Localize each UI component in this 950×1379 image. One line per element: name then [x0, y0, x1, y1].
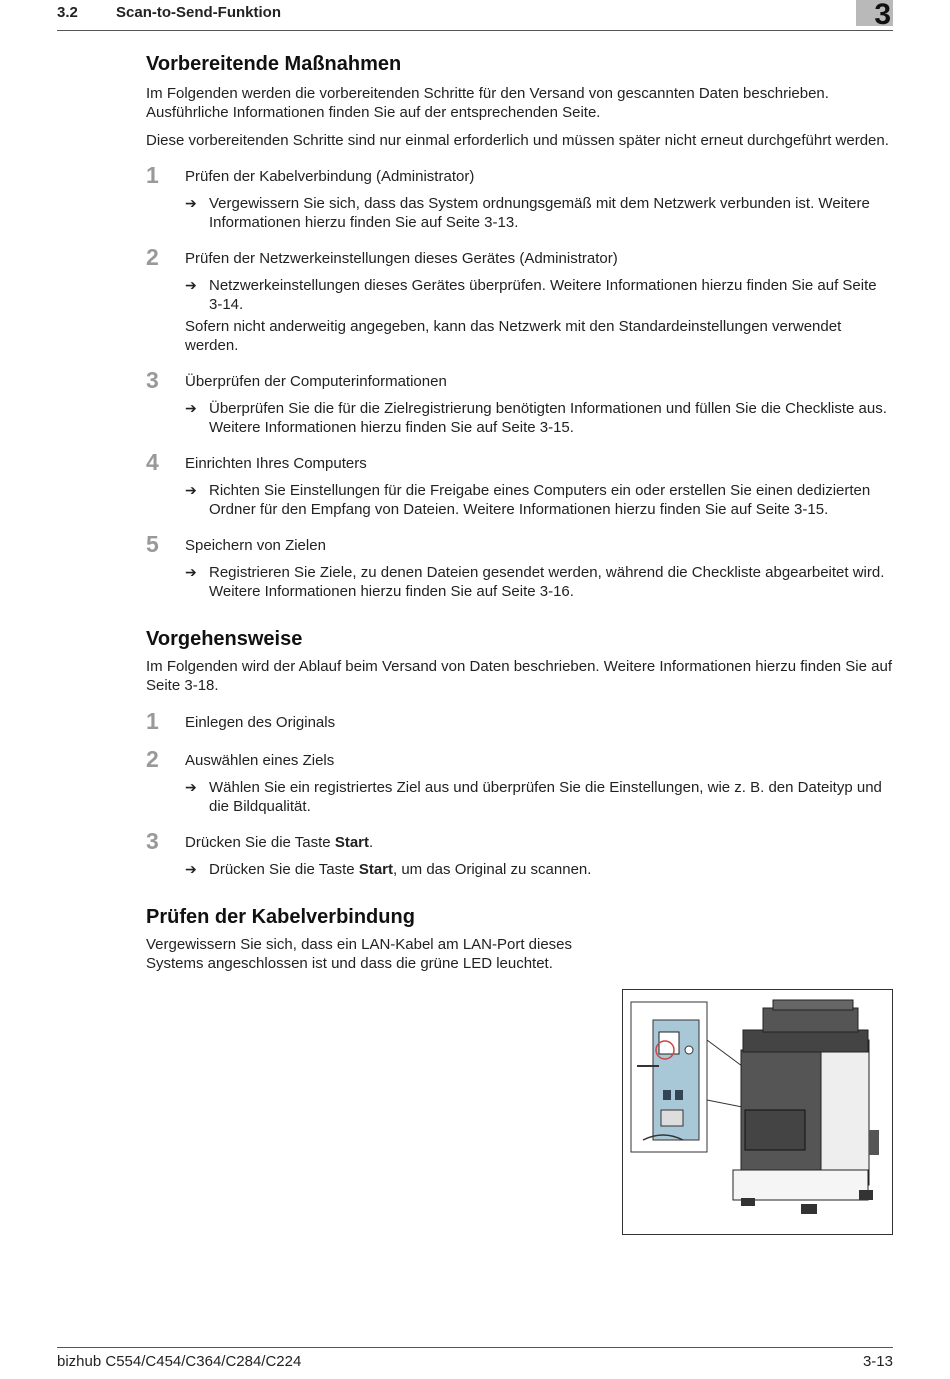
step-text: . [369, 834, 374, 851]
cable-paragraph: Vergewissern Sie sich, dass ein LAN-Kabel am LAN-Port dieses Systems angeschlossen ist und dass die grüne LED leuchtet. [146, 936, 573, 972]
arrow-icon: ➔ [185, 861, 197, 877]
step-instruction [185, 276, 893, 314]
arrow-icon: ➔ [185, 195, 197, 211]
step-title: Auswählen eines Ziels [185, 752, 335, 769]
instruction-text: , um das Original zu scannen. [393, 861, 592, 878]
arrow-icon: ➔ [185, 779, 197, 795]
page-content [146, 50, 893, 973]
step-instruction [185, 860, 893, 879]
step-number: 5 [146, 531, 159, 557]
step-text: Drücken Sie die Taste [185, 834, 335, 851]
instruction-text: Vergewissern Sie sich, dass das System ordnungsgemäß mit dem Netzwerk verbunden ist. Weitere Informationen hierzu finden Sie auf Seite 3-13. [209, 195, 870, 231]
footer-model: bizhub C554/C454/C364/C284/C224 [57, 1353, 302, 1370]
prep-step-1 [146, 162, 893, 232]
heading-cable-check: Prüfen der Kabelverbindung [146, 906, 415, 928]
step-number: 2 [146, 746, 159, 772]
step-note: Sofern nicht anderweitig angegeben, kann das Netzwerk mit den Standardeinstellungen verwendet werden. [185, 318, 842, 354]
prep-step-4 [146, 449, 893, 519]
procedure-paragraph: Im Folgenden wird der Ablauf beim Versand von Daten beschrieben. Weitere Informationen hierzu finden Sie auf Seite 3-18. [146, 658, 892, 694]
section-title: Scan-to-Send-Funktion [116, 4, 281, 21]
start-key-label: Start [334, 834, 369, 851]
instruction-text: Richten Sie Einstellungen für die Freigabe eines Computers ein oder erstellen Sie einen dedizierten Ordner für den Empfang von Dateien. Weitere Informationen hierzu finden Sie auf Seite 3-15. [209, 482, 871, 518]
intro-paragraph: Im Folgenden werden die vorbereitenden Schritte für den Versand von gescannten Daten beschrieben. Ausführliche Informationen finden Sie auf der entsprechenden Seite. [146, 85, 829, 121]
lan-port-illustration [622, 989, 893, 1235]
chapter-number: 3 [874, 0, 891, 31]
step-instruction [185, 481, 893, 519]
proc-step-3 [146, 828, 893, 879]
arrow-icon: ➔ [185, 482, 197, 498]
prep-step-2 [146, 244, 893, 355]
instruction-text: Überprüfen Sie die für die Zielregistrierung benötigten Informationen und füllen Sie die Checkliste aus. Weitere Informationen hierzu finden Sie auf Seite 3-15. [209, 400, 887, 436]
page-header [57, 0, 893, 31]
proc-step-2 [146, 746, 893, 816]
printer-lan-diagram [623, 990, 892, 1234]
step-title: Speichern von Zielen [185, 537, 326, 554]
intro-paragraph-2: Diese vorbereitenden Schritte sind nur einmal erforderlich und müssen später nicht erneut durchgeführt werden. [146, 132, 889, 149]
section-number: 3.2 [57, 4, 78, 21]
arrow-icon: ➔ [185, 277, 197, 293]
step-title: Prüfen der Kabelverbindung (Administrator) [185, 168, 475, 185]
page-footer [57, 1347, 893, 1370]
step-title: Prüfen der Netzwerkeinstellungen dieses Gerätes (Administrator) [185, 250, 618, 267]
arrow-icon: ➔ [185, 564, 197, 580]
instruction-text: Registrieren Sie Ziele, zu denen Dateien gesendet werden, während die Checkliste abgearbeitet wird. Weitere Informationen hierzu finden Sie auf Seite 3-16. [209, 564, 885, 600]
instruction-text: Netzwerkeinstellungen dieses Gerätes überprüfen. Weitere Informationen hierzu finden Sie auf Seite 3-14. [209, 277, 877, 313]
step-title: Einlegen des Originals [185, 714, 336, 731]
step-instruction [185, 778, 893, 816]
step-title: Überprüfen der Computerinformationen [185, 373, 447, 390]
heading-procedure: Vorgehensweise [146, 628, 303, 650]
instruction-text: Wählen Sie ein registriertes Ziel aus und überprüfen Sie die Einstellungen, wie z. B. den Dateityp und die Bildqualität. [209, 779, 882, 815]
start-key-label: Start [358, 861, 393, 878]
prep-step-5 [146, 531, 893, 601]
step-title: Einrichten Ihres Computers [185, 455, 367, 472]
step-number: 3 [146, 828, 159, 854]
step-number: 2 [146, 244, 159, 270]
step-instruction [185, 399, 893, 437]
step-number: 1 [146, 708, 159, 734]
step-title [185, 833, 893, 852]
step-instruction [185, 563, 893, 601]
chapter-tab [856, 0, 893, 31]
step-number: 3 [146, 367, 159, 393]
page-number: 3-13 [862, 1353, 893, 1370]
heading-preparation: Vorbereitende Maßnahmen [146, 53, 402, 75]
proc-step-1 [146, 708, 893, 734]
step-number: 1 [146, 162, 159, 188]
step-number: 4 [146, 449, 159, 475]
instruction-text: Drücken Sie die Taste [209, 861, 359, 878]
step-instruction [185, 194, 893, 232]
arrow-icon: ➔ [185, 400, 197, 416]
prep-step-3 [146, 367, 893, 437]
